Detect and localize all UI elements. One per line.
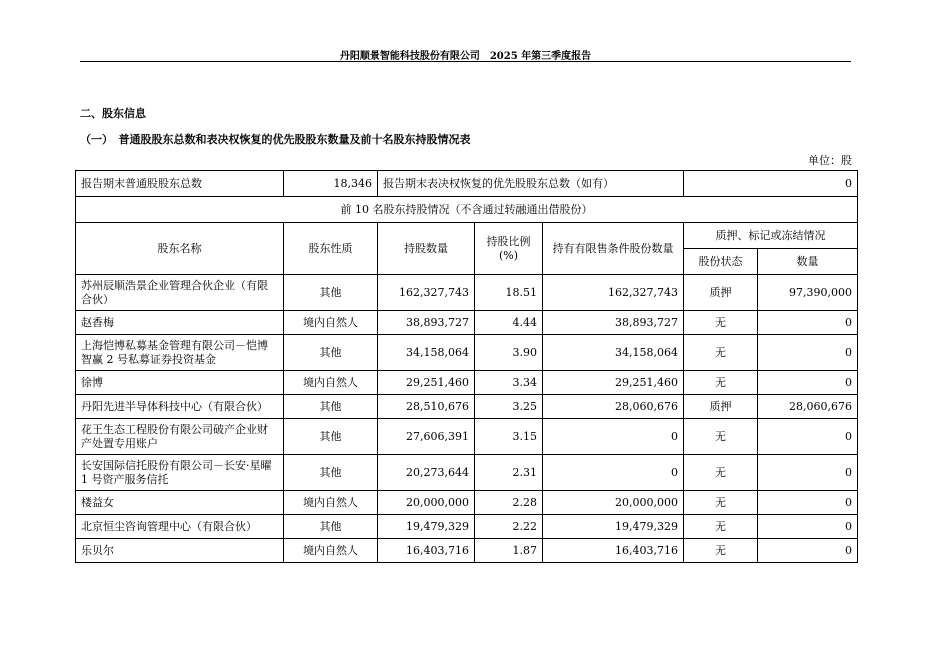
pledge-status: 无 (684, 371, 758, 395)
table-row (76, 311, 858, 335)
col-header-name: 股东名称 (76, 223, 284, 275)
shareholder-name: 丹阳先进半导体科技中心（有限合伙） (76, 395, 284, 419)
col-header-nature: 股东性质 (284, 223, 378, 275)
col-header-quantity: 持股数量 (378, 223, 475, 275)
pledge-count: 0 (758, 491, 858, 515)
restricted-quantity: 19,479,329 (543, 515, 684, 539)
shareholder-name: 北京恒尘咨询管理中心（有限合伙） (76, 515, 284, 539)
restricted-quantity: 28,060,676 (543, 395, 684, 419)
share-quantity: 20,000,000 (378, 491, 475, 515)
share-quantity: 38,893,727 (378, 311, 475, 335)
shareholder-nature: 其他 (284, 395, 378, 419)
report-header: 丹阳顺景智能科技股份有限公司 2025 年第三季度报告 (339, 51, 592, 62)
pledge-count: 0 (758, 311, 858, 335)
pledge-status: 无 (684, 455, 758, 491)
share-quantity: 20,273,644 (378, 455, 475, 491)
share-quantity: 19,479,329 (378, 515, 475, 539)
pledge-count: 0 (758, 539, 858, 563)
share-ratio: 4.44 (475, 311, 543, 335)
restricted-quantity: 29,251,460 (543, 371, 684, 395)
share-quantity: 27,606,391 (378, 419, 475, 455)
shareholder-rows (76, 275, 858, 563)
total-holders-value: 18,346 (284, 171, 378, 197)
col-header-status: 股份状态 (684, 249, 758, 275)
restricted-quantity: 34,158,064 (543, 335, 684, 371)
table-row (76, 419, 858, 455)
share-ratio: 2.28 (475, 491, 543, 515)
table-row (76, 539, 858, 563)
shareholder-nature: 其他 (284, 419, 378, 455)
restricted-quantity: 0 (543, 455, 684, 491)
pledge-status: 无 (684, 335, 758, 371)
pledge-count: 97,390,000 (758, 275, 858, 311)
shareholder-nature: 其他 (284, 515, 378, 539)
column-header-row (76, 223, 858, 249)
shareholder-name: 苏州辰顺浩景企业管理合伙企业（有限合伙） (76, 275, 284, 311)
share-ratio: 3.25 (475, 395, 543, 419)
shareholder-nature: 境内自然人 (284, 491, 378, 515)
shareholder-name: 花王生态工程股份有限公司破产企业财产处置专用账户 (76, 419, 284, 455)
share-ratio: 3.90 (475, 335, 543, 371)
share-ratio: 3.15 (475, 419, 543, 455)
shareholder-nature: 境内自然人 (284, 311, 378, 335)
share-ratio: 18.51 (475, 275, 543, 311)
pledge-count: 0 (758, 335, 858, 371)
pledge-count: 0 (758, 419, 858, 455)
shareholder-nature: 境内自然人 (284, 539, 378, 563)
table-row (76, 371, 858, 395)
col-header-restricted: 持有有限售条件股份数量 (543, 223, 684, 275)
shareholder-name: 徐博 (76, 371, 284, 395)
shareholder-name: 上海恺博私募基金管理有限公司－恺博智赢 2 号私募证券投资基金 (76, 335, 284, 371)
table-row (76, 395, 858, 419)
share-ratio: 2.22 (475, 515, 543, 539)
restricted-quantity: 38,893,727 (543, 311, 684, 335)
pledge-status: 无 (684, 491, 758, 515)
share-quantity: 16,403,716 (378, 539, 475, 563)
restricted-quantity: 0 (543, 419, 684, 455)
table-row (76, 455, 858, 491)
pledge-status: 质押 (684, 395, 758, 419)
restricted-quantity: 162,327,743 (543, 275, 684, 311)
pledge-status: 无 (684, 539, 758, 563)
share-ratio: 3.34 (475, 371, 543, 395)
top10-title-row (76, 197, 858, 223)
shareholder-name: 赵香梅 (76, 311, 284, 335)
header-divider (80, 61, 851, 62)
pledge-count: 0 (758, 455, 858, 491)
share-quantity: 28,510,676 (378, 395, 475, 419)
pledge-count: 0 (758, 515, 858, 539)
shareholder-name: 长安国际信托股份有限公司－长安·星曜 1 号资产服务信托 (76, 455, 284, 491)
unit-label: 单位：股 (808, 154, 852, 167)
restricted-quantity: 20,000,000 (543, 491, 684, 515)
shareholder-table (75, 170, 858, 563)
shareholder-nature: 其他 (284, 455, 378, 491)
preferred-holders-label: 报告期末表决权恢复的优先股股东总数（如有） (378, 171, 684, 197)
shareholder-name: 楼益女 (76, 491, 284, 515)
shareholder-name: 乐贝尔 (76, 539, 284, 563)
table-row (76, 515, 858, 539)
preferred-holders-value: 0 (684, 171, 858, 197)
pledge-count: 28,060,676 (758, 395, 858, 419)
col-header-pledge-group: 质押、标记或冻结情况 (684, 223, 858, 249)
table-row (76, 491, 858, 515)
restricted-quantity: 16,403,716 (543, 539, 684, 563)
col-header-ratio: 持股比例(%) (475, 223, 543, 275)
table-row (76, 335, 858, 371)
section-title: 二、股东信息 (80, 107, 146, 120)
share-quantity: 29,251,460 (378, 371, 475, 395)
share-quantity: 34,158,064 (378, 335, 475, 371)
pledge-status: 无 (684, 419, 758, 455)
shareholder-nature: 其他 (284, 275, 378, 311)
pledge-status: 无 (684, 515, 758, 539)
pledge-status: 无 (684, 311, 758, 335)
summary-row (76, 171, 858, 197)
shareholder-nature: 境内自然人 (284, 371, 378, 395)
col-header-count: 数量 (758, 249, 858, 275)
total-holders-label: 报告期末普通股股东总数 (76, 171, 284, 197)
subsection-title: （一） 普通股股东总数和表决权恢复的优先股股东数量及前十名股东持股情况表 (80, 133, 471, 146)
share-ratio: 1.87 (475, 539, 543, 563)
pledge-status: 质押 (684, 275, 758, 311)
share-ratio: 2.31 (475, 455, 543, 491)
pledge-count: 0 (758, 371, 858, 395)
top10-title: 前 10 名股东持股情况（不含通过转融通出借股份） (76, 197, 858, 223)
share-quantity: 162,327,743 (378, 275, 475, 311)
table-row (76, 275, 858, 311)
shareholder-nature: 其他 (284, 335, 378, 371)
